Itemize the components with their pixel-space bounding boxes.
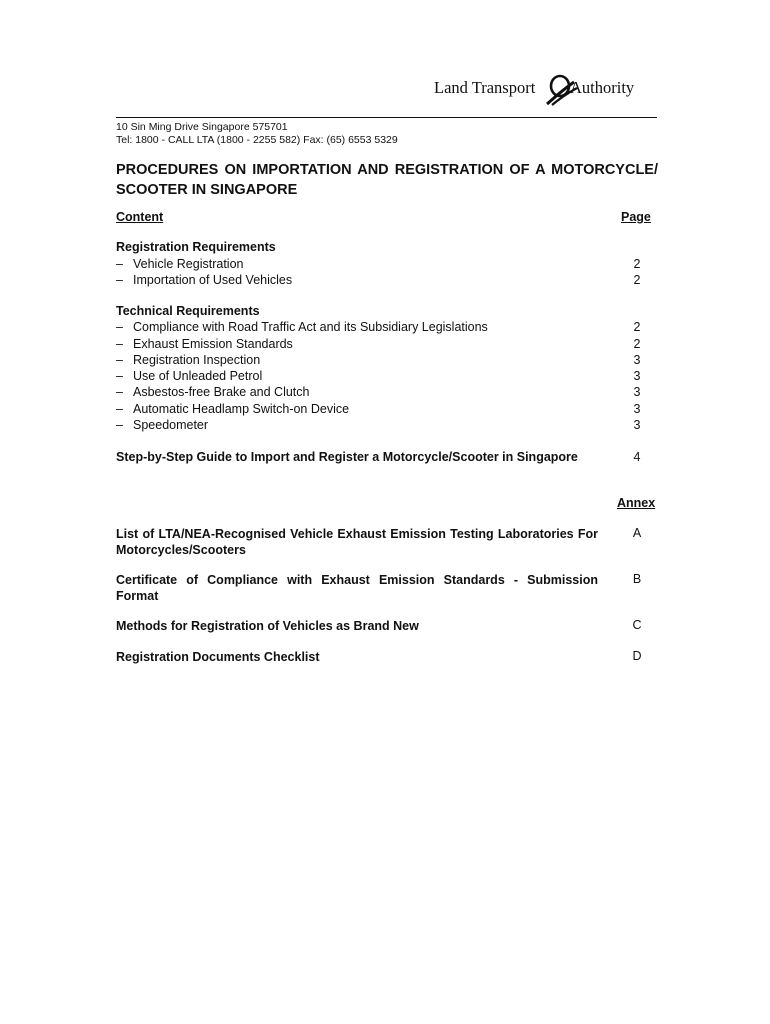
toc-page-number: 3 xyxy=(633,369,641,383)
header-divider xyxy=(116,117,657,118)
toc-item xyxy=(116,385,309,399)
document-title: PROCEDURES ON IMPORTATION AND REGISTRATION OF A MOTORCYCLE/ SCOOTER IN SINGAPORE xyxy=(116,162,658,198)
toc-page-number: 3 xyxy=(633,385,641,399)
toc-item-label: Importation of Used Vehicles xyxy=(133,273,293,287)
toc-item-label: Compliance with Road Traffic Act and its Subsidiary Legislations xyxy=(133,320,488,334)
toc-item xyxy=(116,273,292,287)
annex-ref: A xyxy=(632,526,642,540)
toc-item-label: Automatic Headlamp Switch-on Device xyxy=(133,402,350,416)
toc-item-label: Use of Unleaded Petrol xyxy=(133,369,263,383)
toc-item-label: Exhaust Emission Standards xyxy=(133,337,293,351)
toc-item xyxy=(116,369,262,383)
toc-item-label: Vehicle Registration xyxy=(133,257,244,271)
dash: – xyxy=(116,385,123,399)
logo-text-left: Land Transport xyxy=(434,78,536,97)
toc-page-number: 2 xyxy=(633,337,641,351)
toc-page-number: 3 xyxy=(633,353,641,367)
address-block xyxy=(116,121,398,147)
toc-page-number: 2 xyxy=(633,320,641,334)
annex-item: Registration Documents Checklist xyxy=(116,650,320,664)
guide-heading: Step-by-Step Guide to Import and Register a Motorcycle/Scooter in Singapore xyxy=(116,450,578,464)
contact-line: Tel: 1800 - CALL LTA (1800 - 2255 582) Fax: (65) 6553 5329 xyxy=(116,134,398,146)
dash: – xyxy=(116,257,123,271)
annex-item: List of LTA/NEA-Recognised Vehicle Exhaust Emission Testing Laboratories For Motorcycles/Scooters xyxy=(116,527,598,557)
toc-item xyxy=(116,402,349,416)
logo-text-right: Authority xyxy=(570,78,635,97)
section-heading: Registration Requirements xyxy=(116,240,276,254)
toc-item xyxy=(116,418,208,432)
lta-logo xyxy=(434,74,658,108)
dash: – xyxy=(116,353,123,367)
annex-ref: D xyxy=(632,649,642,663)
toc-item xyxy=(116,353,260,367)
annex-ref: C xyxy=(632,618,642,632)
toc-item-label: Asbestos-free Brake and Clutch xyxy=(133,385,310,399)
address-line: 10 Sin Ming Drive Singapore 575701 xyxy=(116,121,288,133)
annex-item: Methods for Registration of Vehicles as Brand New xyxy=(116,619,419,633)
dash: – xyxy=(116,369,123,383)
annex-ref: B xyxy=(632,572,642,586)
toc-item-label: Speedometer xyxy=(133,418,209,432)
dash: – xyxy=(116,402,123,416)
toc-item xyxy=(116,337,293,351)
toc-item xyxy=(116,257,243,271)
dash: – xyxy=(116,320,123,334)
content-header: Content xyxy=(116,210,164,224)
toc-item-label: Registration Inspection xyxy=(133,353,261,367)
dash: – xyxy=(116,337,123,351)
toc-page-number: 4 xyxy=(633,450,641,464)
toc-item xyxy=(116,320,488,334)
toc-page-number: 3 xyxy=(633,402,641,416)
dash: – xyxy=(116,418,123,432)
annex-item: Certificate of Compliance with Exhaust Emission Standards - Submission Format xyxy=(116,573,598,603)
page-header: Page xyxy=(621,210,651,224)
toc-page-number: 2 xyxy=(633,273,641,287)
section-heading: Technical Requirements xyxy=(116,304,260,318)
annex-header: Annex xyxy=(617,496,656,510)
toc-page-number: 3 xyxy=(633,418,641,432)
dash: – xyxy=(116,273,123,287)
toc-page-number: 2 xyxy=(633,257,641,271)
